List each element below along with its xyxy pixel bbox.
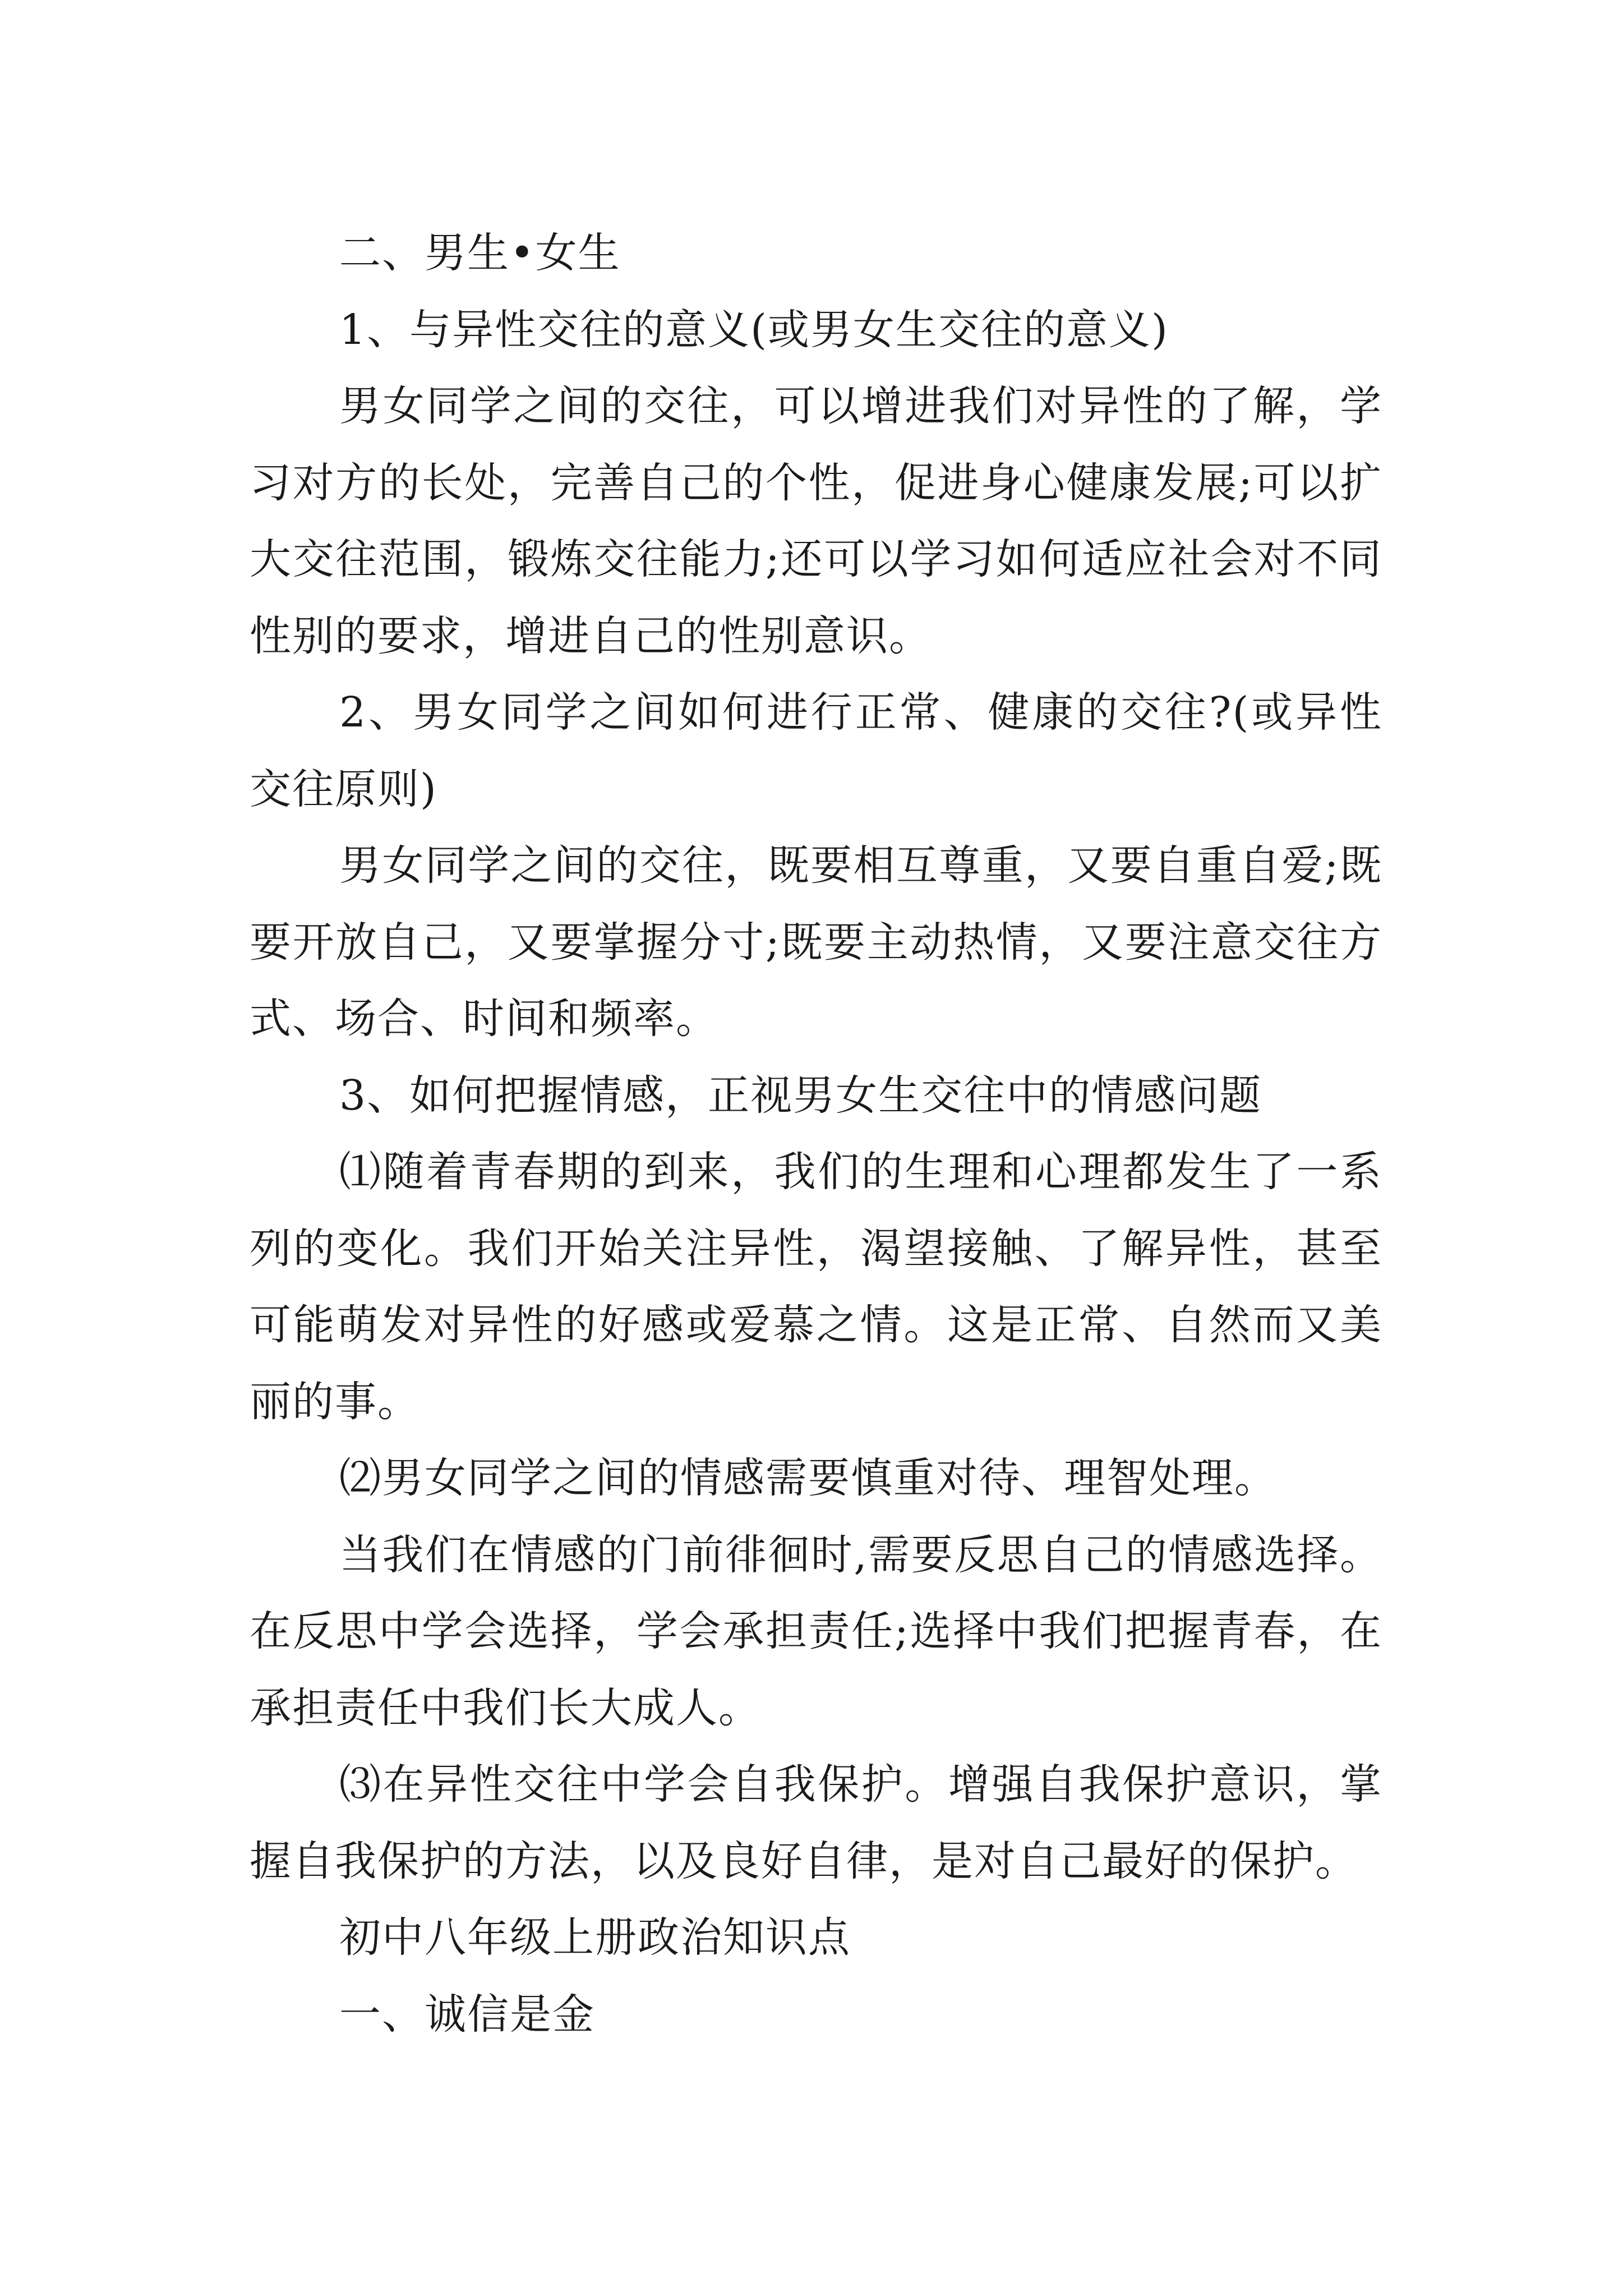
body-paragraph: ⑶在异性交往中学会自我保护。增强自我保护意识，掌握自我保护的方法，以及良好自律，是对自己最好的保护。 [250,1760,1382,1885]
body-paragraph: 当我们在情感的门前徘徊时,需要反思自己的情感选择。在反思中学会选择，学会承担责任;选择中我们把握青春，在承担责任中我们长大成人。 [250,1530,1382,1732]
chapter-title: 初中八年级上册政治知识点 [339,1913,851,1962]
body-paragraph: 男女同学之间的交往，可以增进我们对异性的了解，学习对方的长处，完善自己的个性，促进身心健康发展;可以扩大交往范围，锻炼交往能力;还可以学习如何适应社会对不同性别的要求，增进自己的性别意识。 [250,382,1382,660]
subheading: 3、如何把握情感，正视男女生交往中的情感问题 [339,1071,1262,1120]
document-body [250,215,1382,2053]
body-paragraph: ⑵男女同学之间的情感需要慎重对待、理智处理。 [339,1454,1277,1502]
section-heading: 二、男生•女生 [339,229,621,277]
subheading: 1、与异性交往的意义(或男女生交往的意义) [339,305,1169,354]
subheading: 2、男女同学之间如何进行正常、健康的交往?(或异性交往原则) [250,688,1382,813]
body-paragraph: ⑴随着青春期的到来，我们的生理和心理都发生了一系列的变化。我们开始关注异性，渴望接触、了解异性，甚至可能萌发对异性的好感或爱慕之情。这是正常、自然而又美丽的事。 [250,1148,1382,1426]
section-heading: 一、诚信是金 [339,1990,595,2039]
body-paragraph: 男女同学之间的交往，既要相互尊重，又要自重自爱;既要开放自己，又要掌握分寸;既要主动热情，又要注意交往方式、场合、时间和频率。 [250,841,1382,1043]
